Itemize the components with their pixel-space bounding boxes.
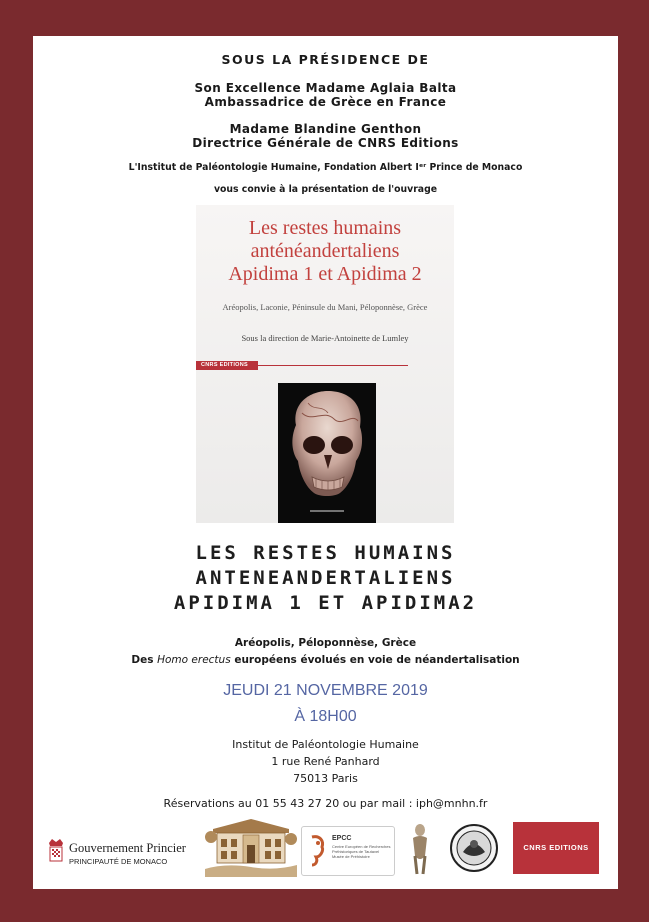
gov-name: Gouvernement Princier [69,841,186,855]
monaco-government-logo [47,833,197,873]
event-date: JEUDI 21 NOVEMBRE 2019 [223,682,428,699]
cover-title-line2: anténéandertaliens [250,240,400,262]
cover-publisher-label: CNRS EDITIONS [201,362,248,368]
reservations-line: Réservations au 01 55 43 27 20 ou par mail : iph@mnhn.fr [163,797,488,810]
cnrs-editions-logo [513,822,599,874]
ambassador-name: Son Excellence Madame Aglaia Balta [194,81,457,95]
cover-title-line1: Les restes humains [248,217,402,239]
invite-line: vous convie à la présentation de l'ouvrage [213,184,438,195]
monaco-crest-icon [47,837,65,863]
address-line2: 1 rue René Panhard [271,755,380,768]
epcc-logo [301,826,395,876]
epcc-name: EPCC [332,835,352,842]
invitation-card [33,36,618,889]
book-subtitle [33,654,618,666]
cover-subtitle: Aréopolis, Laconie, Péninsule du Mani, Péloponnèse, Grèce [222,302,428,312]
cover-direction: Sous la direction de Marie-Antoinette de Lumley [241,333,409,343]
skull-icon [278,383,376,523]
book-cover [196,205,454,523]
book-place: Aréopolis, Péloponnèse, Grèce [234,637,417,649]
director-name: Madame Blandine Genthon [229,122,422,136]
event-time: À 18H00 [294,708,357,725]
figurine-icon [403,822,437,878]
ambassador-title: Ambassadrice de Grèce en France [204,95,447,109]
building-icon [205,817,297,877]
book-subtitle-prefix: Des [131,654,158,666]
epcc-figure-icon [306,833,328,867]
institute-line: L'Institut de Paléontologie Humaine, Fondation Albert Iᵉʳ Prince de Monaco [128,162,523,173]
book-title-line3: APIDIMA 1 ET APIDIMA2 [173,592,478,614]
address-line1: Institut de Paléontologie Humaine [232,738,419,751]
institute-building-logo [205,817,297,877]
book-title-line1: LES RESTES HUMAINS [195,542,456,564]
figurine-logo [403,822,437,878]
epcc-desc: Centre Européen de Recherches Préhistoriques de Tautavel Musée de Préhistoire [332,844,391,859]
director-title: Directrice Générale de CNRS Editions [192,136,459,150]
cover-publisher-band [196,361,258,370]
academic-seal-logo [449,822,499,874]
gov-sub: PRINCIPAUTÉ DE MONACO [69,857,168,866]
cnrs-logo-label: CNRS EDITIONS [523,843,589,852]
cover-title-line3: Apidima 1 et Apidima 2 [228,263,422,285]
address-line3: 75013 Paris [293,772,358,785]
book-subtitle-suffix: européens évolués en voie de néandertalisation [230,654,520,666]
book-title-line2: ANTENEANDERTALIENS [195,567,456,589]
book-subtitle-italic: Homo erectus [157,654,231,666]
skull-photo [278,383,376,523]
presidency-heading: SOUS LA PRÉSIDENCE DE [221,52,430,67]
seal-icon [449,822,499,874]
cover-rule [258,365,408,366]
